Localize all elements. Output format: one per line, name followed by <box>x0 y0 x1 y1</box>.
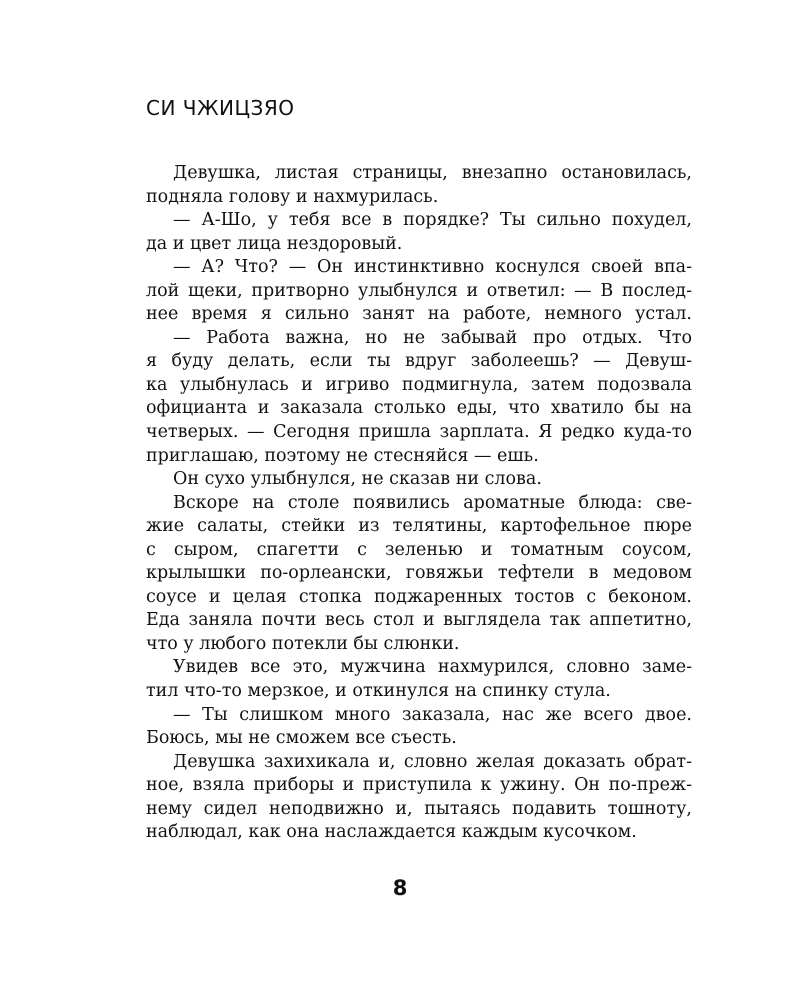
text-line: Еда заняла почти весь стол и выглядела так аппетитно, <box>146 610 692 631</box>
text-line: четверых. — Сегодня пришла зарплата. Я редко куда-то <box>146 422 692 443</box>
text-line: ка улыбнулась и игриво подмигнула, затем подозвала <box>146 374 692 395</box>
text-line: крылышки по-орлеански, говяжьи тефтели в медовом <box>146 563 692 584</box>
text-line: ное, взяла приборы и приступила к ужину. Он по-преж- <box>146 775 692 796</box>
running-head-author: СИ ЧЖИЦЗЯО <box>146 96 295 120</box>
body-text <box>146 162 692 845</box>
text-line: нему сидел неподвижно и, пытаясь подавить тошноту, <box>146 798 692 819</box>
text-line: приглашаю, поэтому не стесняйся — ешь. <box>146 445 539 466</box>
text-line: — Работа важна, но не забывай про отдых. Что <box>173 327 692 348</box>
text-line: — Ты слишком много заказала, нас же всего двое. <box>173 704 692 725</box>
text-line: лой щеки, притворно улыбнулся и ответил: — В послед- <box>146 280 692 301</box>
text-line: нее время я сильно занят на работе, немного устал. <box>146 304 692 325</box>
text-line: официанта и заказала столько еды, что хватило бы на <box>146 398 692 419</box>
text-line: с сыром, спагетти с зеленью и томатным соусом, <box>146 539 692 560</box>
text-line: соусе и целая стопка поджаренных тостов с беконом. <box>146 586 692 607</box>
text-line: жие салаты, стейки из телятины, картофельное пюре <box>146 516 692 537</box>
text-line: да и цвет лица нездоровый. <box>146 233 403 254</box>
page-number: 8 <box>392 876 408 900</box>
text-line: подняла голову и нахмурилась. <box>146 186 439 207</box>
text-line: — А-Шо, у тебя все в порядке? Ты сильно похудел, <box>173 210 692 231</box>
text-line: — А? Что? — Он инстинктивно коснулся своей впа- <box>173 257 692 278</box>
text-line: Девушка захихикала и, словно желая доказать обрат- <box>173 751 692 772</box>
text-line: Он сухо улыбнулся, не сказав ни слова. <box>173 469 542 490</box>
text-line: тил что-то мерзкое, и откинулся на спинку стула. <box>146 681 611 702</box>
text-line: Вскоре на столе появились ароматные блюда: све- <box>173 492 692 513</box>
text-line: Девушка, листая страницы, внезапно остановилась, <box>173 163 692 183</box>
text-line: Боюсь, мы не сможем все съесть. <box>146 728 457 749</box>
text-line: что у любого потекли бы слюнки. <box>146 633 460 654</box>
text-line: Увидев все это, мужчина нахмурился, словно заме- <box>173 657 692 678</box>
text-line: я буду делать, если ты вдруг заболеешь? — Девуш- <box>146 351 692 372</box>
text-line: наблюдал, как она наслаждается каждым кусочком. <box>146 822 637 843</box>
